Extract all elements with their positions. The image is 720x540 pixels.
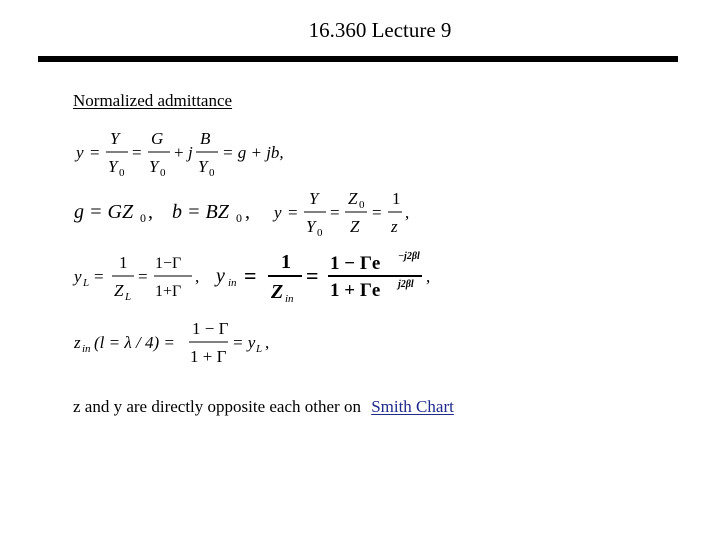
- eq3-one-num-2: 1: [281, 251, 291, 273]
- smith-chart-statement: [73, 397, 454, 417]
- eq2-y: y: [274, 203, 282, 222]
- eq1-Y0-den-2: Y: [149, 157, 159, 176]
- eq3-yin: y: [216, 265, 225, 287]
- eq2-Z0-sub: 0: [359, 199, 365, 211]
- eq1-rhs: = g + jb,: [222, 143, 284, 162]
- eq1-B-num: B: [200, 129, 211, 148]
- eq1-equals: =: [90, 143, 100, 162]
- eq1-plus: +: [174, 143, 184, 162]
- eq2-b-sub0: 0: [236, 211, 242, 225]
- statement-text: z and y are directly opposite each other on: [73, 397, 361, 416]
- eq1-sub0-2: 0: [160, 167, 166, 179]
- smith-chart-link[interactable]: Smith Chart: [371, 397, 454, 416]
- equations-block: [68, 120, 468, 370]
- eq2-comma-3: ,: [405, 203, 410, 222]
- eq3-ZL-den: Z: [114, 281, 124, 300]
- eq4-arg: (l = λ / 4) =: [94, 333, 175, 352]
- eq3-equals-2: =: [138, 267, 148, 286]
- eq3-ZL-sub: L: [125, 291, 132, 303]
- eq2-equals-2: =: [330, 203, 340, 222]
- eq3-exp-1: −j2βl: [398, 251, 420, 262]
- title-divider: [38, 56, 678, 62]
- equation-normalized-admittance: [74, 129, 284, 179]
- equation-load-input-admittance: [72, 251, 430, 305]
- eq3-yL-sub: L: [83, 277, 90, 289]
- eq3-comma-2: ,: [426, 267, 431, 286]
- eq3-equals-1: =: [94, 267, 104, 286]
- eq3-one-num: 1: [119, 253, 128, 272]
- eq1-Y0-den-3: Y: [198, 157, 208, 176]
- eq3-Zin-sub: in: [285, 293, 294, 305]
- eq2-Y0-den: Y: [306, 217, 316, 236]
- slide-title: 16.360 Lecture 9: [308, 18, 452, 42]
- eq3-equals-3: =: [244, 263, 257, 288]
- eq3-num: 1−Γ: [155, 255, 182, 272]
- eq1-Y-num: Y: [110, 129, 120, 148]
- eq4-comma: ,: [265, 333, 270, 352]
- eq2-equals-1: =: [288, 203, 298, 222]
- eq4-num: 1 − Γ: [192, 319, 229, 338]
- eq2-g-sub0: 0: [140, 211, 146, 225]
- eq2-Y0-sub: 0: [317, 227, 323, 239]
- equation-quarter-wave: [73, 319, 269, 366]
- eq1-G-num: G: [151, 129, 164, 148]
- eq2-comma-1: ,: [148, 201, 153, 223]
- eq1-j: j: [188, 143, 193, 162]
- eq3-num-2: 1 − Γe: [330, 253, 381, 274]
- eq2-comma-2: ,: [245, 201, 250, 223]
- eq3-den-2: 1 + Γe: [330, 280, 381, 301]
- eq3-exp-2: j2βl: [398, 279, 414, 290]
- eq3-equals-4: =: [306, 263, 319, 288]
- eq1-equals-2: =: [132, 143, 142, 162]
- eq2-Y-num: Y: [309, 189, 319, 208]
- eq2-one-num: 1: [392, 189, 401, 208]
- eq1-sub0: 0: [119, 167, 125, 179]
- eq3-yin-sub: in: [228, 277, 237, 289]
- eq4-rhs-sub: L: [256, 343, 263, 355]
- eq1-Y0-den: Y: [108, 157, 118, 176]
- eq2-b: b = BZ: [172, 201, 229, 223]
- eq2-Z-den: Z: [350, 217, 360, 236]
- eq3-comma-1: ,: [195, 267, 200, 286]
- eq4-rhs: = y: [232, 333, 256, 352]
- eq3-Zin-den: Z: [271, 281, 284, 303]
- eq1-sub0-3: 0: [209, 167, 215, 179]
- equation-conductance-susceptance: [74, 189, 409, 239]
- section-heading: Normalized admittance: [73, 91, 233, 110]
- eq2-equals-3: =: [372, 203, 382, 222]
- eq2-Z0-num: Z: [348, 189, 358, 208]
- eq2-g: g = GZ: [74, 201, 134, 223]
- eq3-yL: y: [74, 267, 82, 286]
- eq3-den: 1+Γ: [155, 283, 182, 300]
- eq4-zin: z: [74, 333, 81, 352]
- eq2-z-den: z: [391, 217, 398, 236]
- eq1-y: y: [76, 143, 84, 162]
- eq4-zin-sub: in: [82, 343, 91, 355]
- eq4-den: 1 + Γ: [190, 347, 227, 366]
